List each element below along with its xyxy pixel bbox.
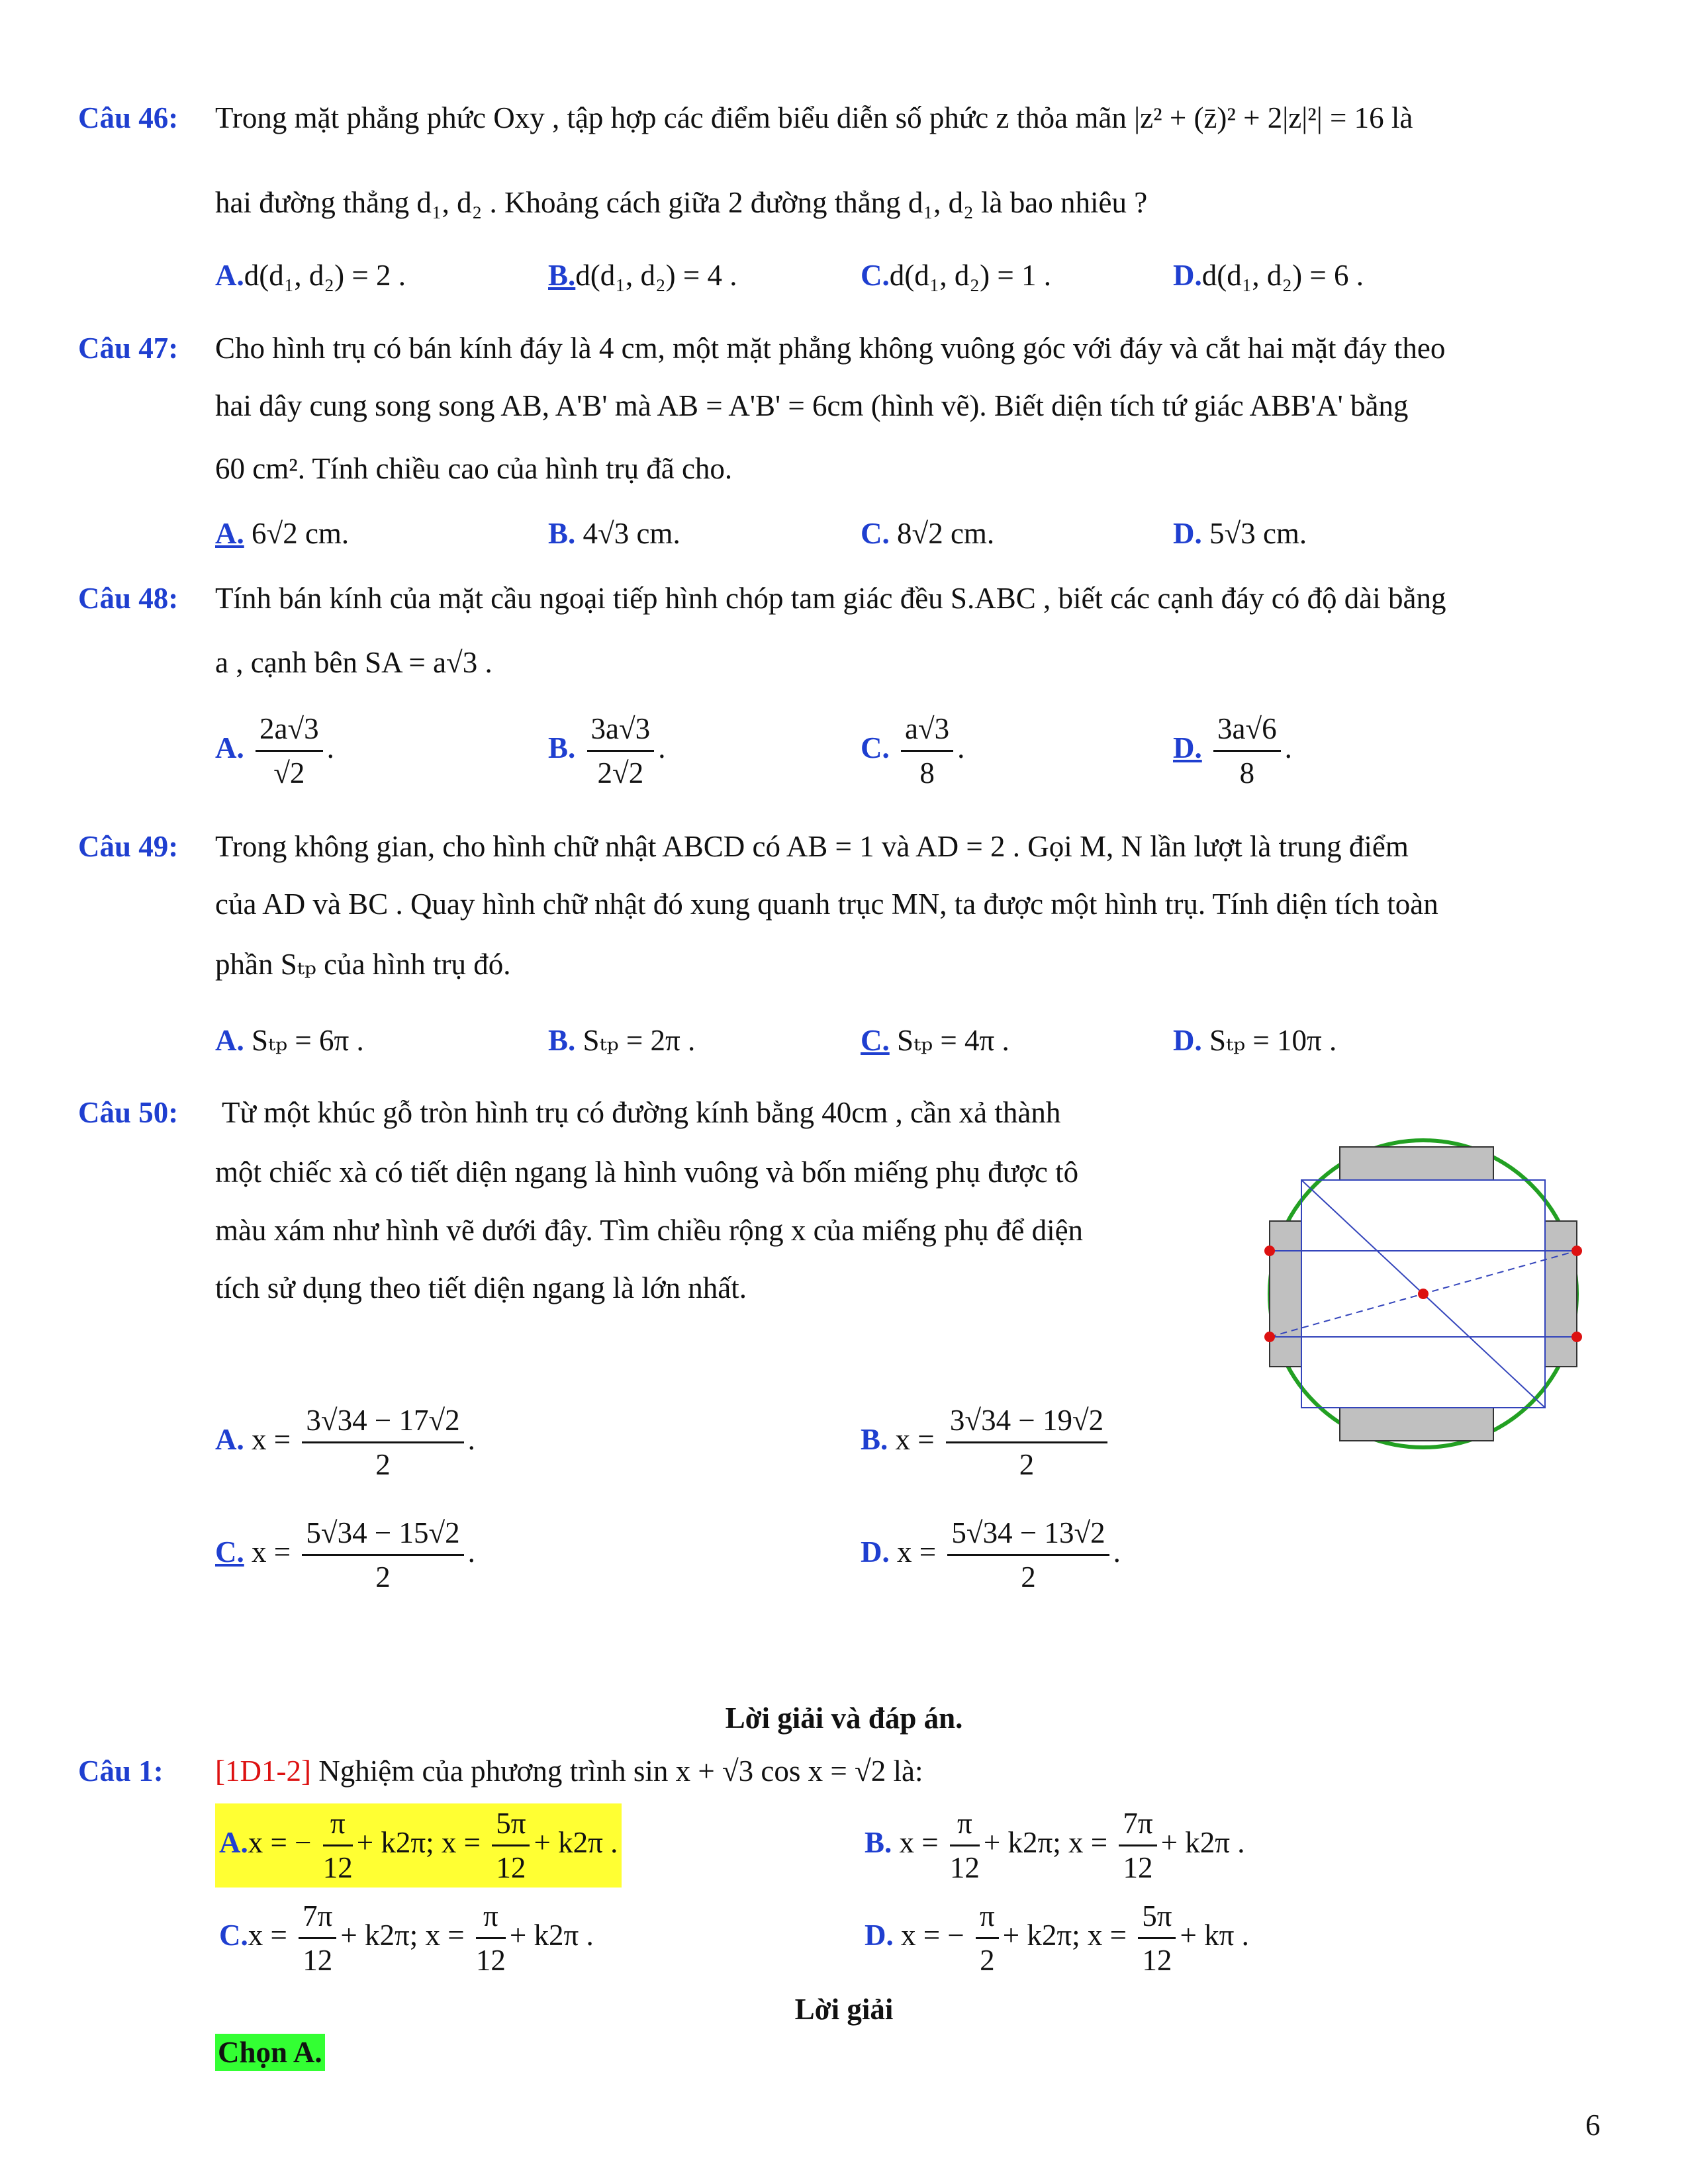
- q47-line1: Cho hình trụ có bán kính đáy là 4 cm, một mặt phẳng không vuông góc với đáy và cắt hai mặt đáy theo: [215, 332, 1446, 365]
- top-strip: [1340, 1147, 1493, 1180]
- q48-option-c: C. $\frac{a√3}{8}$ .: [861, 712, 965, 790]
- point-center: [1418, 1289, 1429, 1299]
- q50-line1: Từ một khúc gỗ tròn hình trụ có đường kính bằng 40cm , cần xả thành: [222, 1096, 1061, 1129]
- q50-label: Câu 50:: [78, 1096, 179, 1129]
- q46-label: Câu 46:: [78, 101, 179, 134]
- q46-option-a: A.d(d₁, d₂) = 2 .: [215, 259, 406, 292]
- q50-option-b: B. x = $\frac{3√34 - 19√2}{2}$: [861, 1403, 1111, 1482]
- sol-q1-code: [1D1-2]: [215, 1754, 311, 1788]
- q49-option-c: C. Sₜₚ = 4π .: [861, 1024, 1009, 1057]
- q47-line2: hai dây cung song song AB, A'B' mà AB = A'B' = 6cm (hình vẽ). Biết diện tích tứ giác ABB'A' bằng: [215, 389, 1409, 422]
- sol-q1-subheading: Lời giải: [794, 1993, 894, 2026]
- q46-option-c: C.d(d₁, d₂) = 1 .: [861, 259, 1051, 292]
- sol-q1-option-b: B. x = $\frac{\pi}{12}$ + k2π; x = $\frac{7\pi}{12}$ + k2π .: [865, 1807, 1245, 1884]
- point-right-top: [1571, 1246, 1582, 1256]
- q49-label: Câu 49:: [78, 830, 179, 863]
- sol-q1-answer: Chọn A.: [215, 2034, 325, 2071]
- q46-option-b: B.d(d₁, d₂) = 4 .: [548, 259, 737, 292]
- bottom-strip: [1340, 1408, 1493, 1441]
- sol-q1-option-a: A.x = − $\frac{\pi}{12}$ + k2π; x = $\frac{5\pi}{12}$ + k2π .: [215, 1803, 622, 1888]
- right-strip: [1545, 1221, 1577, 1367]
- q46-line2: hai đường thẳng d₁, d₂ . Khoảng cách giữa 2 đường thẳng d₁, d₂ là bao nhiêu ?: [215, 186, 1148, 219]
- point-left-top: [1264, 1246, 1275, 1256]
- q50-line2: một chiếc xà có tiết diện ngang là hình vuông và bốn miếng phụ được tô: [215, 1156, 1079, 1189]
- q47-option-c: C. 8√2 cm.: [861, 517, 995, 550]
- left-strip: [1270, 1221, 1301, 1367]
- q48-option-a: A. $\frac{2a√3}{√2}$ .: [215, 712, 334, 790]
- q48-label: Câu 48:: [78, 582, 179, 615]
- q47-option-b: B. 4√3 cm.: [548, 517, 680, 550]
- q49-option-d: D. Sₜₚ = 10π .: [1173, 1024, 1337, 1057]
- solutions-heading: Lời giải và đáp án.: [725, 1702, 963, 1735]
- point-right-bottom: [1571, 1332, 1582, 1342]
- q50-line3: màu xám như hình vẽ dưới đây. Tìm chiều rộng x của miếng phụ để diện: [215, 1214, 1084, 1247]
- sol-q1-option-c: C.x = $\frac{7\pi}{12}$ + k2π; x = $\frac{\pi}{12}$ + k2π .: [219, 1899, 594, 1977]
- page-number: 6: [1585, 2109, 1601, 2142]
- q50-option-c: C. x = $\frac{5√34 - 15√2}{2}$ .: [215, 1516, 475, 1594]
- q46-line1: Trong mặt phẳng phức Oxy , tập hợp các điểm biểu diễn số phức z thỏa mãn |z² + (z̄)² + 2|z|²| = 16 là: [215, 101, 1413, 134]
- q48-option-b: B. $\frac{3a√3}{2√2}$ .: [548, 712, 666, 790]
- q48-option-d: D. $\frac{3a√6}{8}$ .: [1173, 712, 1292, 790]
- q47-label: Câu 47:: [78, 332, 179, 365]
- q50-option-d: D. x = $\frac{5√34 - 13√2}{2}$ .: [861, 1516, 1121, 1594]
- point-left-bottom: [1264, 1332, 1275, 1342]
- q48-line1: Tính bán kính của mặt cầu ngoại tiếp hình chóp tam giác đều S.ABC , biết các cạnh đáy có độ dài bằng: [215, 582, 1446, 615]
- q49-line3: phần Sₜₚ của hình trụ đó.: [215, 948, 511, 981]
- q46-option-d: D.d(d₁, d₂) = 6 .: [1173, 259, 1364, 292]
- q50-line4: tích sử dụng theo tiết diện ngang là lớn nhất.: [215, 1271, 747, 1304]
- q49-option-a: A. Sₜₚ = 6π .: [215, 1024, 364, 1057]
- q48-line2: a , cạnh bên SA = a√3 .: [215, 646, 492, 679]
- q49-option-b: B. Sₜₚ = 2π .: [548, 1024, 696, 1057]
- cross-section-figure: [1251, 1122, 1595, 1466]
- q49-line2: của AD và BC . Quay hình chữ nhật đó xung quanh trục MN, ta được một hình trụ. Tính diện tích toàn: [215, 887, 1438, 921]
- sol-q1-label: Câu 1:: [78, 1754, 164, 1788]
- sol-q1-stem: [1D1-2] Nghiệm của phương trình sin x + √3 cos x = √2 là:: [215, 1754, 923, 1788]
- sol-q1-option-d: D. x = − $\frac{\pi}{2}$ + k2π; x = $\frac{5\pi}{12}$ + kπ .: [865, 1899, 1249, 1977]
- q47-line3: 60 cm². Tính chiều cao của hình trụ đã cho.: [215, 452, 733, 485]
- q47-option-d: D. 5√3 cm.: [1173, 517, 1307, 550]
- q50-option-a: A. x = $\frac{3√34 - 17√2}{2}$ .: [215, 1404, 475, 1481]
- q47-option-a: A. 6√2 cm.: [215, 517, 350, 550]
- q49-line1: Trong không gian, cho hình chữ nhật ABCD có AB = 1 và AD = 2 . Gọi M, N lần lượt là trung điểm: [215, 830, 1409, 863]
